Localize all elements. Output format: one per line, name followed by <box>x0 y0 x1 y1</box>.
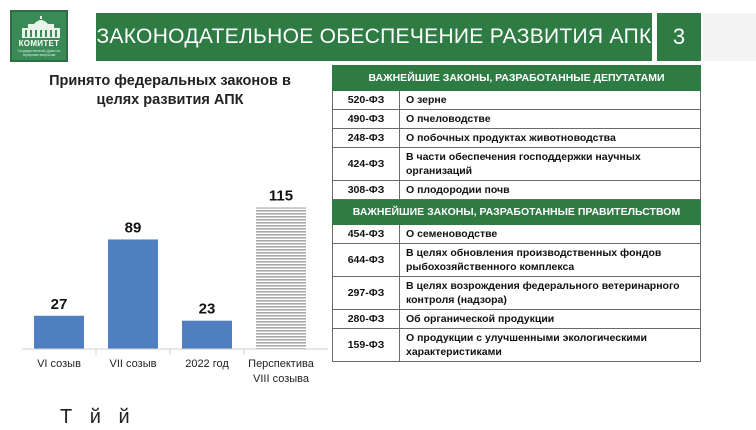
committee-logo <box>10 10 68 62</box>
category-label: Перспектива <box>248 358 314 370</box>
law-row <box>333 225 701 244</box>
law-row <box>333 244 701 277</box>
bar-2 <box>108 239 158 349</box>
law-code: 454-ФЗ <box>333 225 400 244</box>
bar-value-label: 27 <box>50 295 68 313</box>
category-label: VI созыв <box>37 358 81 370</box>
category-label: VII созыв <box>109 358 157 370</box>
title-banner <box>96 13 652 61</box>
bar-3 <box>182 321 232 349</box>
law-name: О зерне <box>400 91 701 110</box>
law-code: 644-ФЗ <box>333 244 400 277</box>
section-header-deputies <box>333 66 701 91</box>
law-row <box>333 91 701 110</box>
section-title: ВАЖНЕЙШИЕ ЗАКОНЫ, РАЗРАБОТАННЫЕ ПРАВИТЕЛЬСТВОМ <box>333 200 701 225</box>
law-row <box>333 329 701 362</box>
bar-value-label: 89 <box>124 219 142 237</box>
law-code: 424-ФЗ <box>333 148 400 181</box>
category-label: VIII созыва <box>253 373 309 385</box>
law-code: 280-ФЗ <box>333 310 400 329</box>
law-name: В целях обновления производственных фондов рыбохозяйственного комплекса <box>400 244 701 277</box>
law-code: 490-ФЗ <box>333 110 400 129</box>
section-header-government <box>333 200 701 225</box>
law-name: В части обеспечения господдержки научных организаций <box>400 148 701 181</box>
law-row <box>333 310 701 329</box>
law-name: Об органической продукции <box>400 310 701 329</box>
law-name: О плодородии почв <box>400 181 701 200</box>
law-code: 520-ФЗ <box>333 91 400 110</box>
section-title: ВАЖНЕЙШИЕ ЗАКОНЫ, РАЗРАБОТАННЫЕ ДЕПУТАТАМИ <box>333 66 701 91</box>
bar-value-label: 23 <box>198 300 216 318</box>
law-row <box>333 181 701 200</box>
slide-header <box>0 0 756 70</box>
bar-4 <box>256 207 306 349</box>
law-row <box>333 277 701 310</box>
logo-subtitle: Государственной Думы по аграрным вопросам <box>17 49 61 57</box>
laws-table <box>332 65 701 362</box>
law-row <box>333 110 701 129</box>
slide-title: ЗАКОНОДАТЕЛЬНОЕ ОБЕСПЕЧЕНИЕ РАЗВИТИЯ АПК <box>96 25 652 48</box>
law-name: О семеноводстве <box>400 225 701 244</box>
law-row <box>333 129 701 148</box>
law-name: В целях возрождения федерального ветеринарного контроля (надзора) <box>400 277 701 310</box>
laws-bar-chart <box>0 120 330 395</box>
bar-value-label: 115 <box>268 187 294 205</box>
law-row <box>333 148 701 181</box>
law-code: 159-ФЗ <box>333 329 400 362</box>
law-name: О пчеловодстве <box>400 110 701 129</box>
header-right-strip <box>703 13 756 61</box>
law-code: 248-ФЗ <box>333 129 400 148</box>
duma-building-icon <box>20 16 62 40</box>
slide-number: 3 <box>657 13 701 61</box>
law-name: О продукции с улучшенными экологическими характеристиками <box>400 329 701 362</box>
logo-title: КОМИТЕТ <box>18 39 60 48</box>
category-label: 2022 год <box>185 358 229 370</box>
chart-title: Принято федеральных законов в целях развития АПК <box>49 73 291 108</box>
bar-1 <box>34 316 84 349</box>
law-name: О побочных продуктах животноводства <box>400 129 701 148</box>
law-code: 297-ФЗ <box>333 277 400 310</box>
law-code: 308-ФЗ <box>333 181 400 200</box>
footer-text: Т й й <box>60 406 136 428</box>
